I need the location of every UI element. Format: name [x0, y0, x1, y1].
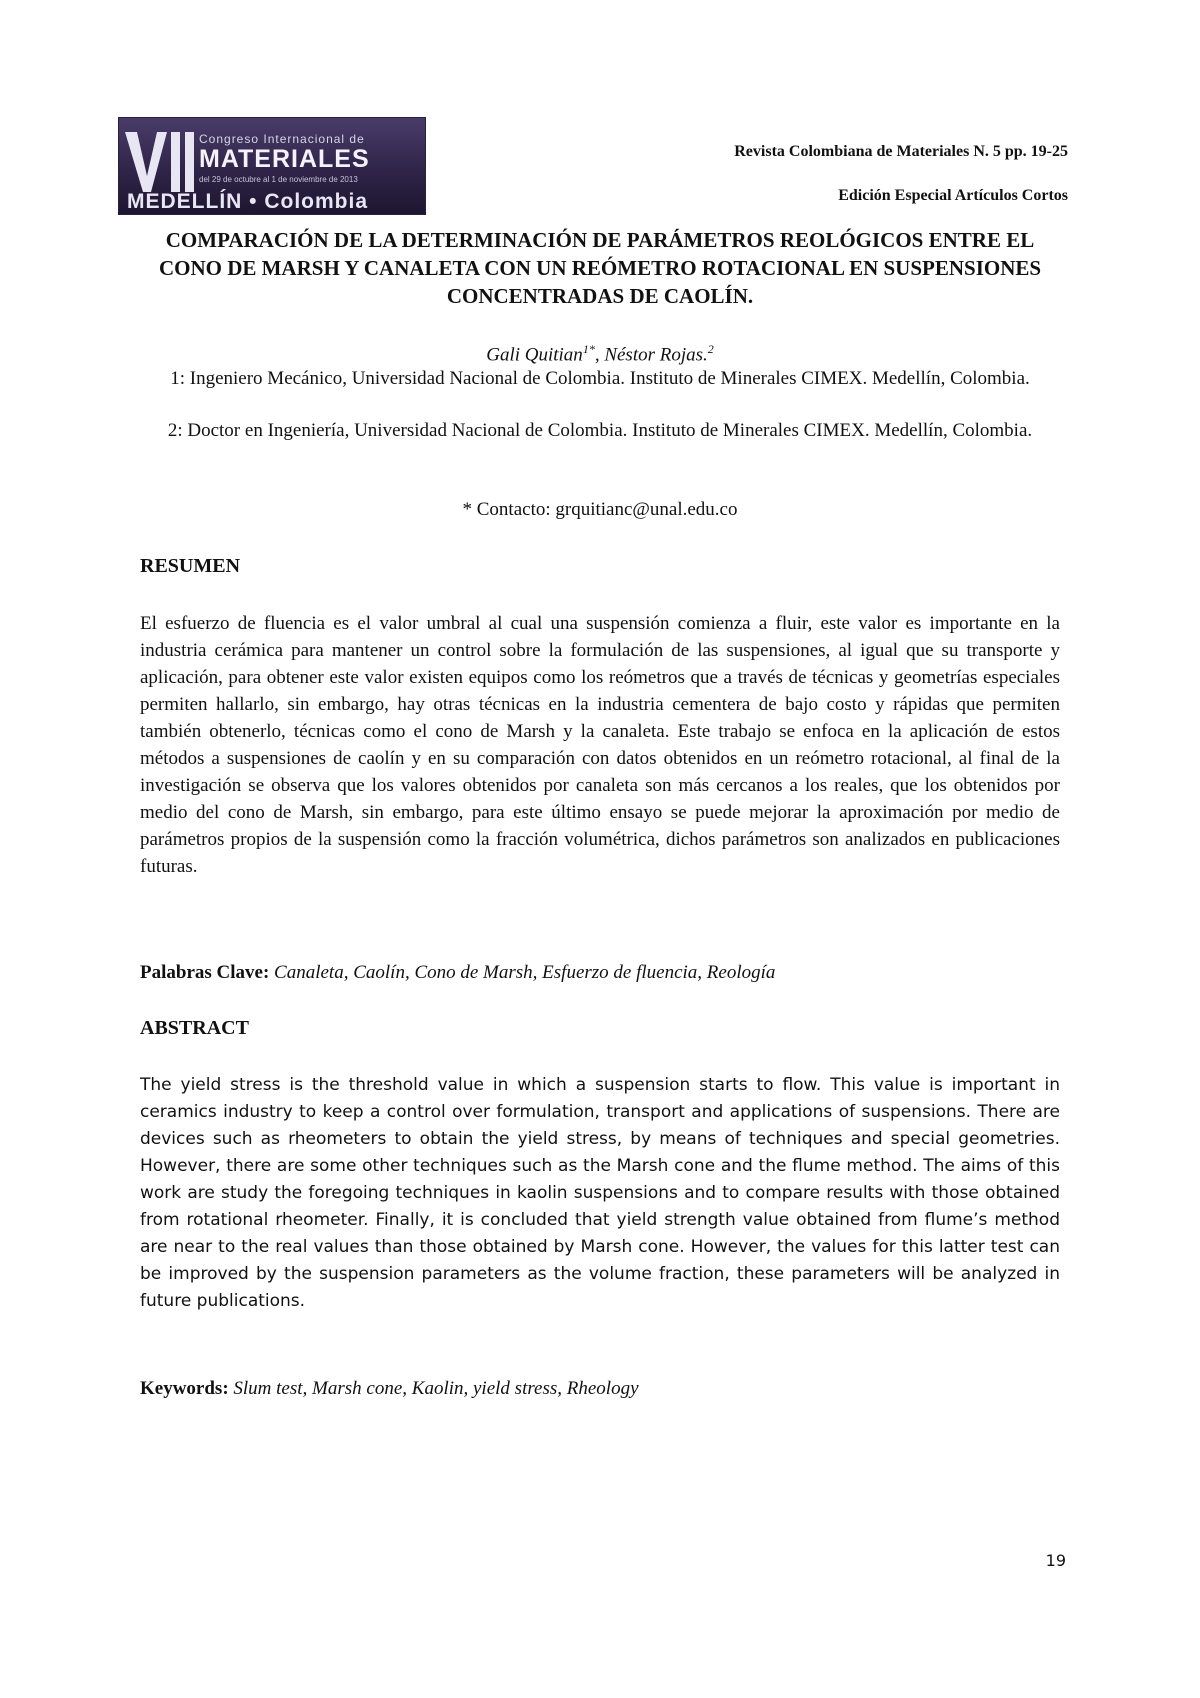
resumen-heading: RESUMEN	[140, 555, 241, 577]
keywords-label: Keywords:	[140, 1378, 229, 1399]
abstract-text: The yield stress is the threshold value in which a suspension starts to flow. This value is important in ceramics industry to keep a control over formulation, transport and applications of suspensions. There are devices such as rheometers to obtain the yield stress, by means of techniques and special geometries. However, there are some other techniques such as the Marsh cone and the flume method. The aims of this work are study the foregoing techniques in kaolin suspensions and to compare results with those obtained from rotational rheometer. Finally, it is concluded that yield strength value obtained from flume’s method are near to the real values than those obtained by Marsh cone. However, the values for this latter test can be improved by the suspension parameters as the volume fraction, these parameters will be analyzed in future publications.	[140, 1075, 1060, 1311]
page-number: 19	[1045, 1551, 1066, 1570]
author-2: Néstor Rojas.	[604, 344, 708, 366]
paper-title: COMPARACIÓN DE LA DETERMINACIÓN DE PARÁMETROS REOLÓGICOS ENTRE EL CONO DE MARSH Y CANALETA CON UN REÓMETRO ROTACIONAL EN SUSPENSIONES CONCENTRADAS DE CAOLÍN.	[158, 228, 1042, 308]
author-line	[140, 337, 1060, 367]
journal-reference: Revista Colombiana de Materiales N. 5 pp. 19-25	[734, 143, 1068, 160]
palabras-clave	[140, 962, 1060, 984]
contact-email: * Contacto: grquitianc@unal.edu.co	[462, 499, 738, 520]
resumen-text: El esfuerzo de fluencia es el valor umbral al cual una suspensión comienza a fluir, este valor es importante en la industria cerámica para mantener un control sobre la formulación de las suspensiones, al igual que su transporte y aplicación, para obtener este valor existen equipos como los reómetros que a través de técnicas y geometrías especiales permiten hallarlo, sin embargo, hay otras técnicas en la industria cementera de bajo costo y rápidas que permiten también obtenerlo, técnicas como el cono de Marsh y la canaleta. Este trabajo se enfoca en la aplicación de estos métodos a suspensiones de caolín y en su comparación con datos obtenidos en un reómetro rotacional, al final de la investigación se observa que los valores obtenidos por canaleta son más cercanos a los reales, que los obtenidos por medio del cono de Marsh, sin embargo, para este último ensayo se puede mejorar la aproximación por medio de parámetros propios de la suspensión como la fracción volumétrica, dichos parámetros son analizados en publicaciones futuras.	[140, 613, 1060, 877]
keywords	[140, 1378, 1060, 1400]
congress-logo	[118, 117, 426, 215]
author-separator: ,	[594, 344, 605, 366]
abstract-heading: ABSTRACT	[140, 1017, 249, 1039]
author-1-sup: 1*	[582, 342, 595, 356]
logo-line1: Congreso Internacional de	[199, 132, 365, 146]
logo-line2: MATERIALES	[199, 145, 370, 173]
affiliation-2: 2: Doctor en Ingeniería, Universidad Nacional de Colombia. Instituto de Minerales CIMEX. Medellín, Colombia.	[167, 420, 1033, 441]
logo-line4: MEDELLÍN • Colombia	[127, 190, 369, 213]
keywords-value: Slum test, Marsh cone, Kaolin, yield stress, Rheology	[233, 1378, 639, 1399]
author-1: Gali Quitian	[486, 344, 583, 366]
author-2-sup: 2	[707, 342, 714, 356]
palabras-clave-value: Canaleta, Caolín, Cono de Marsh, Esfuerzo de fluencia, Reología	[274, 962, 776, 983]
roman-numeral-logo-icon	[123, 126, 199, 196]
logo-line3: del 29 de octubre al 1 de noviembre de 2013	[199, 175, 358, 184]
edition-label: Edición Especial Artículos Cortos	[838, 187, 1068, 204]
palabras-clave-label: Palabras Clave:	[140, 962, 270, 983]
affiliation-1: 1: Ingeniero Mecánico, Universidad Nacional de Colombia. Instituto de Minerales CIMEX. Medellín, Colombia.	[170, 368, 1030, 389]
